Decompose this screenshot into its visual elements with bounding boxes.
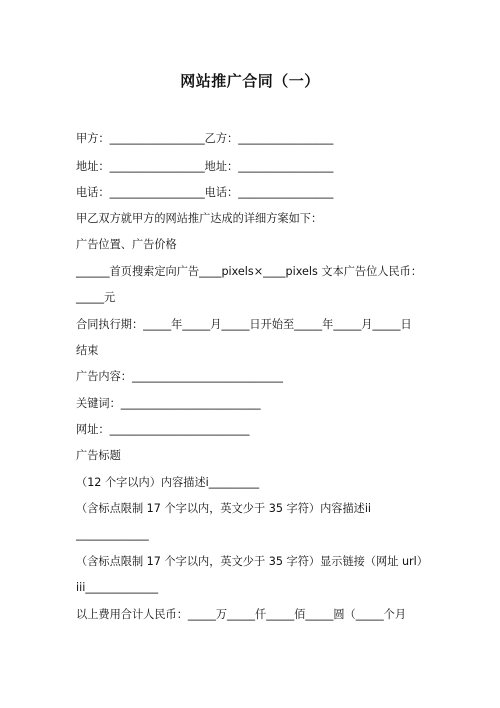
display-link-line: （含标点限制 17 个字以内，英文少于 35 字符）显示链接（网址 url） bbox=[76, 555, 428, 568]
ad-price-line: ______首页搜索定向广告____pixels×____pixels 文本广告位人民币： bbox=[76, 265, 423, 278]
section-heading-ad-title: 广告标题 bbox=[76, 449, 121, 462]
ad-content-line: 广告内容：___________________________ bbox=[76, 370, 283, 383]
section-heading-ad-position: 广告位置、广告价格 bbox=[76, 238, 177, 251]
phone-line: 电话：_________________电话：_________________ bbox=[76, 186, 334, 199]
ad-price-line-cont: _____元 bbox=[76, 291, 116, 304]
document-title: 网站推广合同（一） bbox=[180, 72, 320, 90]
term-line: 合同执行期：_____年_____月_____日开始至_____年_____月_____日 bbox=[76, 318, 412, 331]
address-line: 地址：_________________地址：_________________ bbox=[76, 160, 334, 173]
url-line: 网址：_________________________ bbox=[76, 423, 250, 436]
description-ii-line: （含标点限制 17 个字以内，英文少于 35 字符）内容描述ii bbox=[76, 502, 372, 515]
keyword-line: 关键词：_________________________ bbox=[76, 397, 261, 410]
party-line: 甲方：_________________乙方：_________________ bbox=[76, 132, 334, 145]
display-link-line-cont: iii_____________ bbox=[76, 581, 159, 594]
total-fee-line: 以上费用合计人民币：_____万_____仟_____佰_____圆（_____个月 bbox=[76, 608, 407, 621]
description-i-line: （12 个字以内）内容描述i_________ bbox=[76, 476, 260, 489]
intro-line: 甲乙双方就甲方的网站推广达成的详细方案如下： bbox=[76, 212, 323, 225]
term-line-cont: 结束 bbox=[76, 344, 99, 357]
description-ii-line-cont: _____________ bbox=[76, 528, 149, 541]
